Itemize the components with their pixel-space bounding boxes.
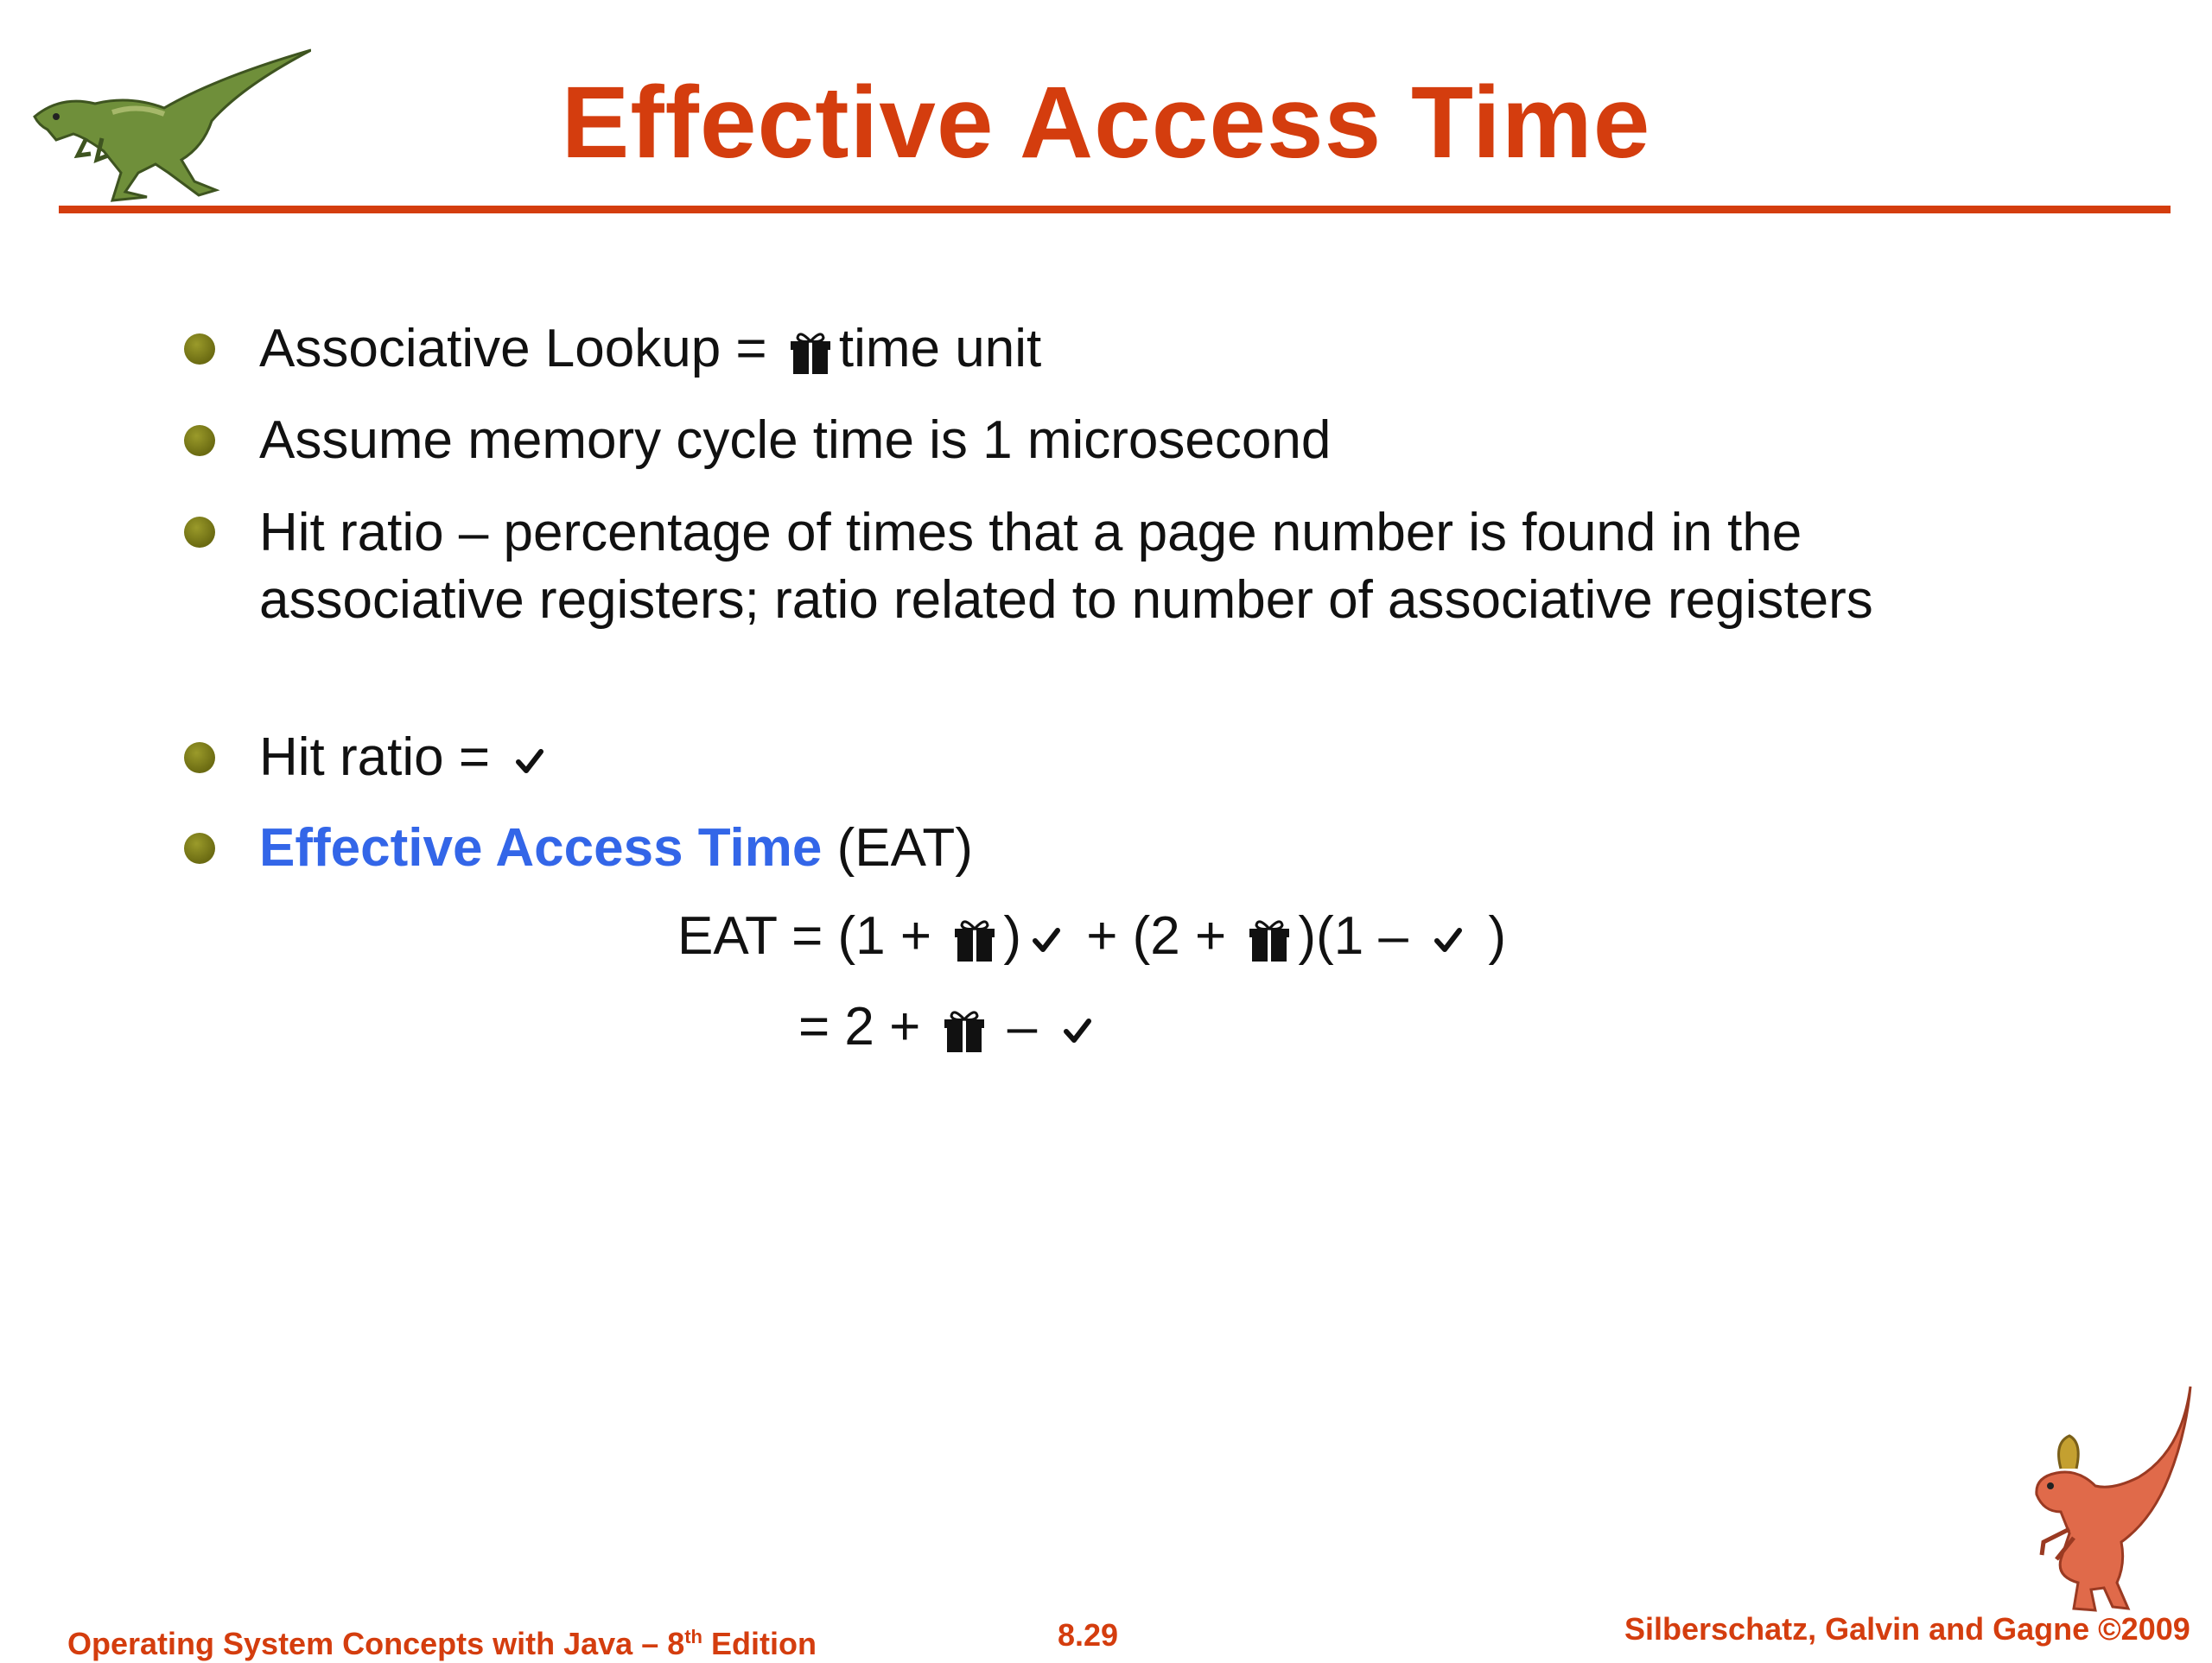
bullet-dot xyxy=(184,833,215,864)
footer-left-text: Operating System Concepts with Java – 8 xyxy=(67,1626,685,1661)
bullet-dot xyxy=(184,742,215,773)
slide-title: Effective Access Time xyxy=(561,66,1651,180)
eq1-part-b: ) xyxy=(1003,906,1021,966)
check-icon xyxy=(1433,925,1463,955)
bullet-item-5 xyxy=(259,815,1884,882)
equation-line-2 xyxy=(798,993,1103,1061)
gift-icon xyxy=(944,1007,984,1054)
slide-number: 8.29 xyxy=(1058,1617,1119,1653)
footer-book-title xyxy=(67,1618,817,1663)
title-rule xyxy=(59,206,2171,213)
equation-line-1 xyxy=(677,903,1506,970)
bullet-1-text-b: time unit xyxy=(838,319,1042,378)
eq2-part-b: – xyxy=(992,997,1052,1057)
footer-left-sup: th xyxy=(684,1626,702,1647)
bullet-dot xyxy=(184,425,215,456)
bullet-item-3: Hit ratio – percentage of times that a page number is found in the associative registers; ratio related to number of associative registers xyxy=(259,503,1873,630)
bullet-dot xyxy=(184,333,215,365)
bullet-item-4 xyxy=(259,724,1884,791)
eat-abbrev: (EAT) xyxy=(822,818,973,878)
footer-left-tail: Edition xyxy=(702,1626,817,1661)
gift-icon xyxy=(955,917,995,963)
bullet-4-text: Hit ratio = xyxy=(259,727,505,787)
gift-icon xyxy=(791,329,830,376)
bullet-item-1 xyxy=(259,315,1884,383)
eq1-part-e: ) xyxy=(1473,906,1507,966)
bullet-1-text-a: Associative Lookup = xyxy=(259,319,782,378)
check-icon xyxy=(515,746,544,776)
eq2-part-a: = 2 + xyxy=(798,997,936,1057)
check-icon xyxy=(1032,925,1061,955)
bullet-item-2: Assume memory cycle time is 1 microsecond xyxy=(259,410,1332,470)
eq1-part-c: + (2 + xyxy=(1071,906,1242,966)
footer-authors: Silberschatz, Galvin and Gagne ©2009 xyxy=(1624,1611,2190,1647)
dinosaur-footer-icon xyxy=(1974,1382,2199,1615)
check-icon xyxy=(1063,1016,1092,1045)
eat-term: Effective Access Time xyxy=(259,818,823,878)
bullet-dot xyxy=(184,517,215,548)
gift-icon xyxy=(1249,917,1289,963)
eq1-part-d: )(1 – xyxy=(1298,906,1424,966)
eq1-part-a: EAT = (1 + xyxy=(677,906,947,966)
